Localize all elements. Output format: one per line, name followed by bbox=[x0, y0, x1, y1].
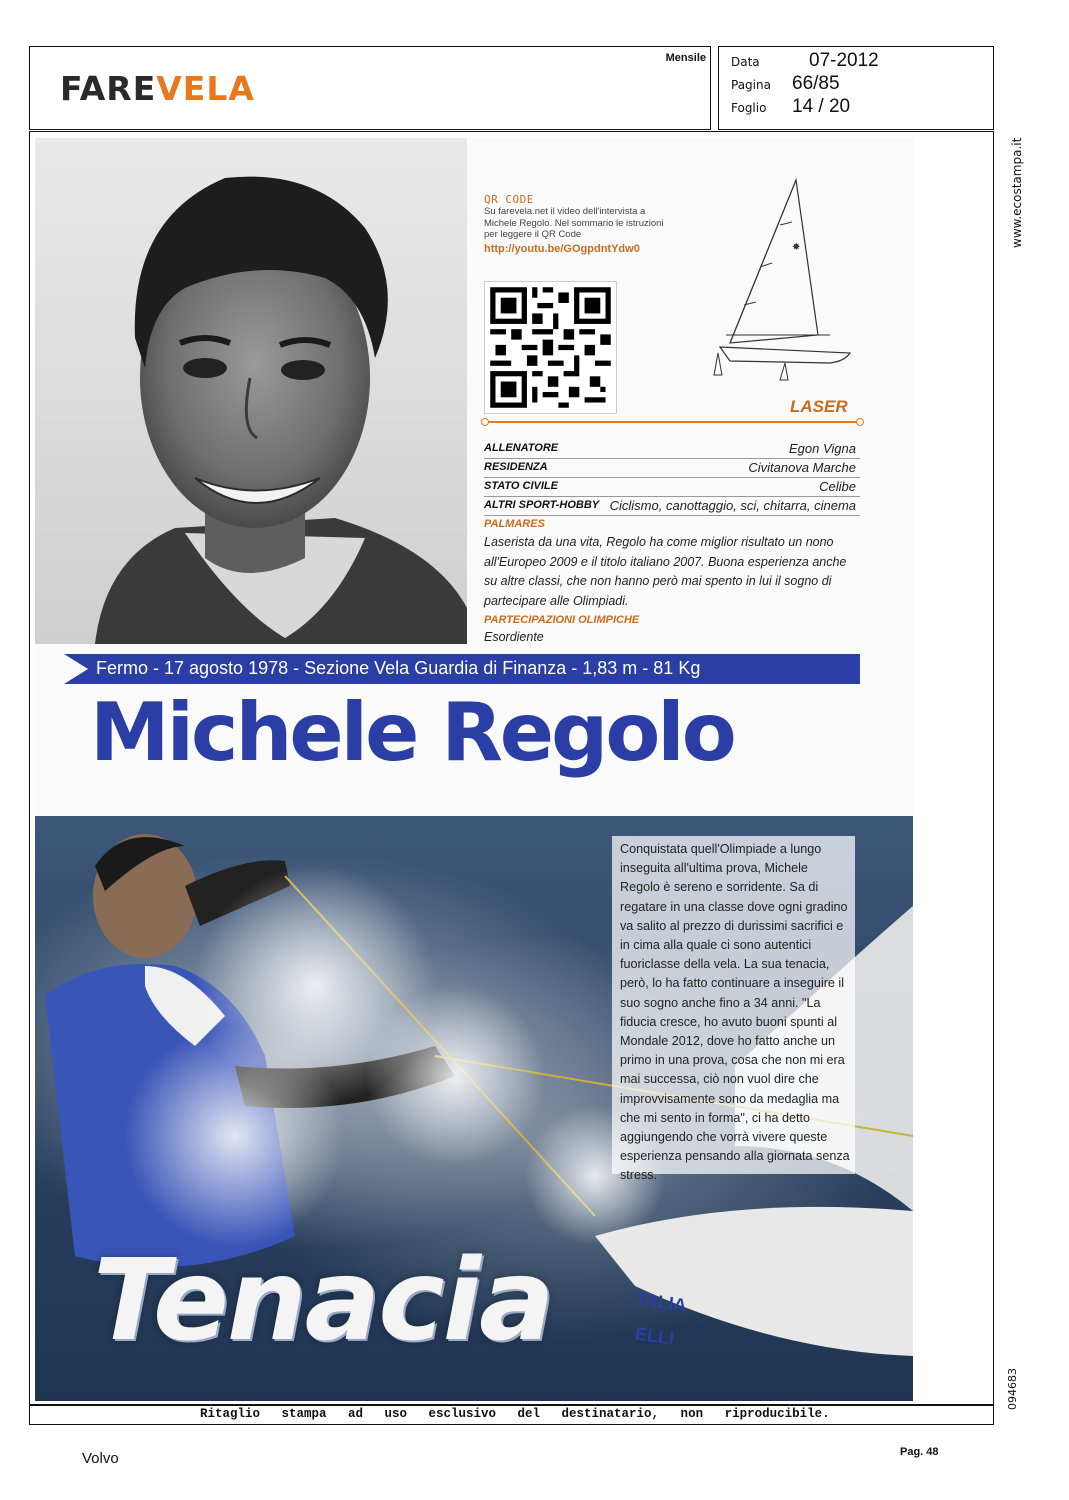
portrait-photo bbox=[35, 138, 467, 644]
footer-notice: Ritaglio stampa ad uso esclusivo del destinatario, non riproducibile. bbox=[200, 1407, 830, 1421]
athlete-name: Michele Regolo bbox=[90, 686, 734, 779]
meta-label-foglio: Foglio bbox=[731, 101, 767, 115]
meta-value-data: 07-2012 bbox=[809, 50, 879, 71]
caption-text: Conquistata quell'Olimpiade a lungo inseguita all'ultima prova, Michele Regolo è sereno e sorridente. Sa di regatare in una classe dove ogni gradino va salito al prezzo di durissimi sacrifici e in cima alla quale ci sono autentici fuoriclasse della vela. La sua tenacia, però, lo ha fatto continuare a inseguire il suo sogno anche fino a 34 anni. "La fiducia cresce, ho avuto buoni spunti al Mondale 2012, dove ho fatto anche un primo in una prova, cosa che non mi era mai successa, ciò non vuol dire che improvvisamente sono da medaglia ma che mi sento in forma", ci ha detto aggiungendo che vorrà vivere queste esperienza pensando alla giornata senza stress. bbox=[620, 842, 850, 1183]
olympics-text: Esordiente bbox=[484, 630, 544, 644]
website-vertical: www.ecostampa.it bbox=[1010, 137, 1024, 248]
banner-arrow bbox=[64, 654, 88, 684]
qr-code-image[interactable] bbox=[484, 281, 617, 414]
profile-value: Egon Vigna bbox=[789, 441, 856, 456]
meta-label-pagina: Pagina bbox=[731, 78, 771, 92]
qr-url[interactable]: http://youtu.be/GOgpdntYdw0 bbox=[484, 243, 640, 255]
boat-class-label: LASER bbox=[790, 397, 848, 416]
profile-key: RESIDENZA bbox=[484, 461, 548, 473]
caption-box bbox=[612, 836, 855, 1183]
profile-value: Civitanova Marche bbox=[748, 460, 856, 475]
profile-key: ALTRI SPORT-HOBBY bbox=[484, 499, 600, 511]
logo-part-vela: VELA bbox=[156, 69, 255, 108]
hull-text-elli: ELLI bbox=[633, 1323, 676, 1349]
meta-value-foglio: 14 / 20 bbox=[792, 96, 851, 117]
publication-logo bbox=[60, 69, 255, 108]
divider-dot-left bbox=[481, 418, 489, 426]
profile-key: ALLENATORE bbox=[484, 442, 559, 454]
palmares-heading: PALMARES bbox=[484, 518, 545, 530]
info-banner bbox=[64, 654, 860, 684]
profile-row-hobby bbox=[484, 497, 860, 516]
svg-text:✸: ✸ bbox=[792, 242, 801, 253]
orange-divider bbox=[484, 421, 860, 423]
profile-value: Celibe bbox=[819, 479, 856, 494]
divider-dot-right bbox=[856, 418, 864, 426]
bottom-left-label: Volvo bbox=[82, 1450, 119, 1467]
profile-row-stato-civile bbox=[484, 478, 860, 497]
palmares-text: Laserista da una vita, Regolo ha come miglior risultato un nono all'Europeo 2009 e il titolo italiano 2007. Buona esperienza anche su altre classi, che non hanno però mai spento in lui il sogno di partecipare alle Olimpiadi. bbox=[484, 535, 847, 608]
laser-sailboat-icon bbox=[700, 175, 860, 385]
footer-rule bbox=[29, 1404, 994, 1406]
clipping-code-vertical: 094683 bbox=[1006, 1368, 1019, 1410]
headline-tenacia: Tenacia bbox=[93, 1236, 553, 1366]
banner-text: Fermo - 17 agosto 1978 - Sezione Vela Guardia di Finanza - 1,83 m - 81 Kg bbox=[96, 658, 701, 678]
meta-box bbox=[718, 46, 994, 130]
qr-code-pattern bbox=[485, 282, 616, 413]
profile-row-residenza bbox=[484, 459, 860, 478]
action-photo bbox=[35, 816, 913, 1401]
qr-title: QR CODE bbox=[484, 193, 534, 206]
meta-label-data: Data bbox=[731, 55, 760, 69]
masthead-box bbox=[29, 46, 711, 130]
profile-key: STATO CIVILE bbox=[484, 480, 558, 492]
page-number: Pag. 48 bbox=[900, 1446, 939, 1458]
profile-row-allenatore bbox=[484, 440, 860, 459]
portrait-illustration bbox=[35, 138, 467, 644]
hull-text-talia: TALIA bbox=[633, 1288, 688, 1316]
logo-part-fare: FARE bbox=[60, 69, 157, 108]
frequency-label: Mensile bbox=[665, 52, 706, 64]
olympics-heading: PARTECIPAZIONI OLIMPICHE bbox=[484, 614, 640, 626]
meta-value-pagina: 66/85 bbox=[792, 73, 840, 94]
profile-value: Ciclismo, canottaggio, sci, chitarra, cinema bbox=[609, 498, 856, 513]
qr-description: Su farevela.net il video dell'intervista a Michele Regolo. Nel sommario le istruzioni per leggere il QR Code bbox=[484, 206, 664, 240]
